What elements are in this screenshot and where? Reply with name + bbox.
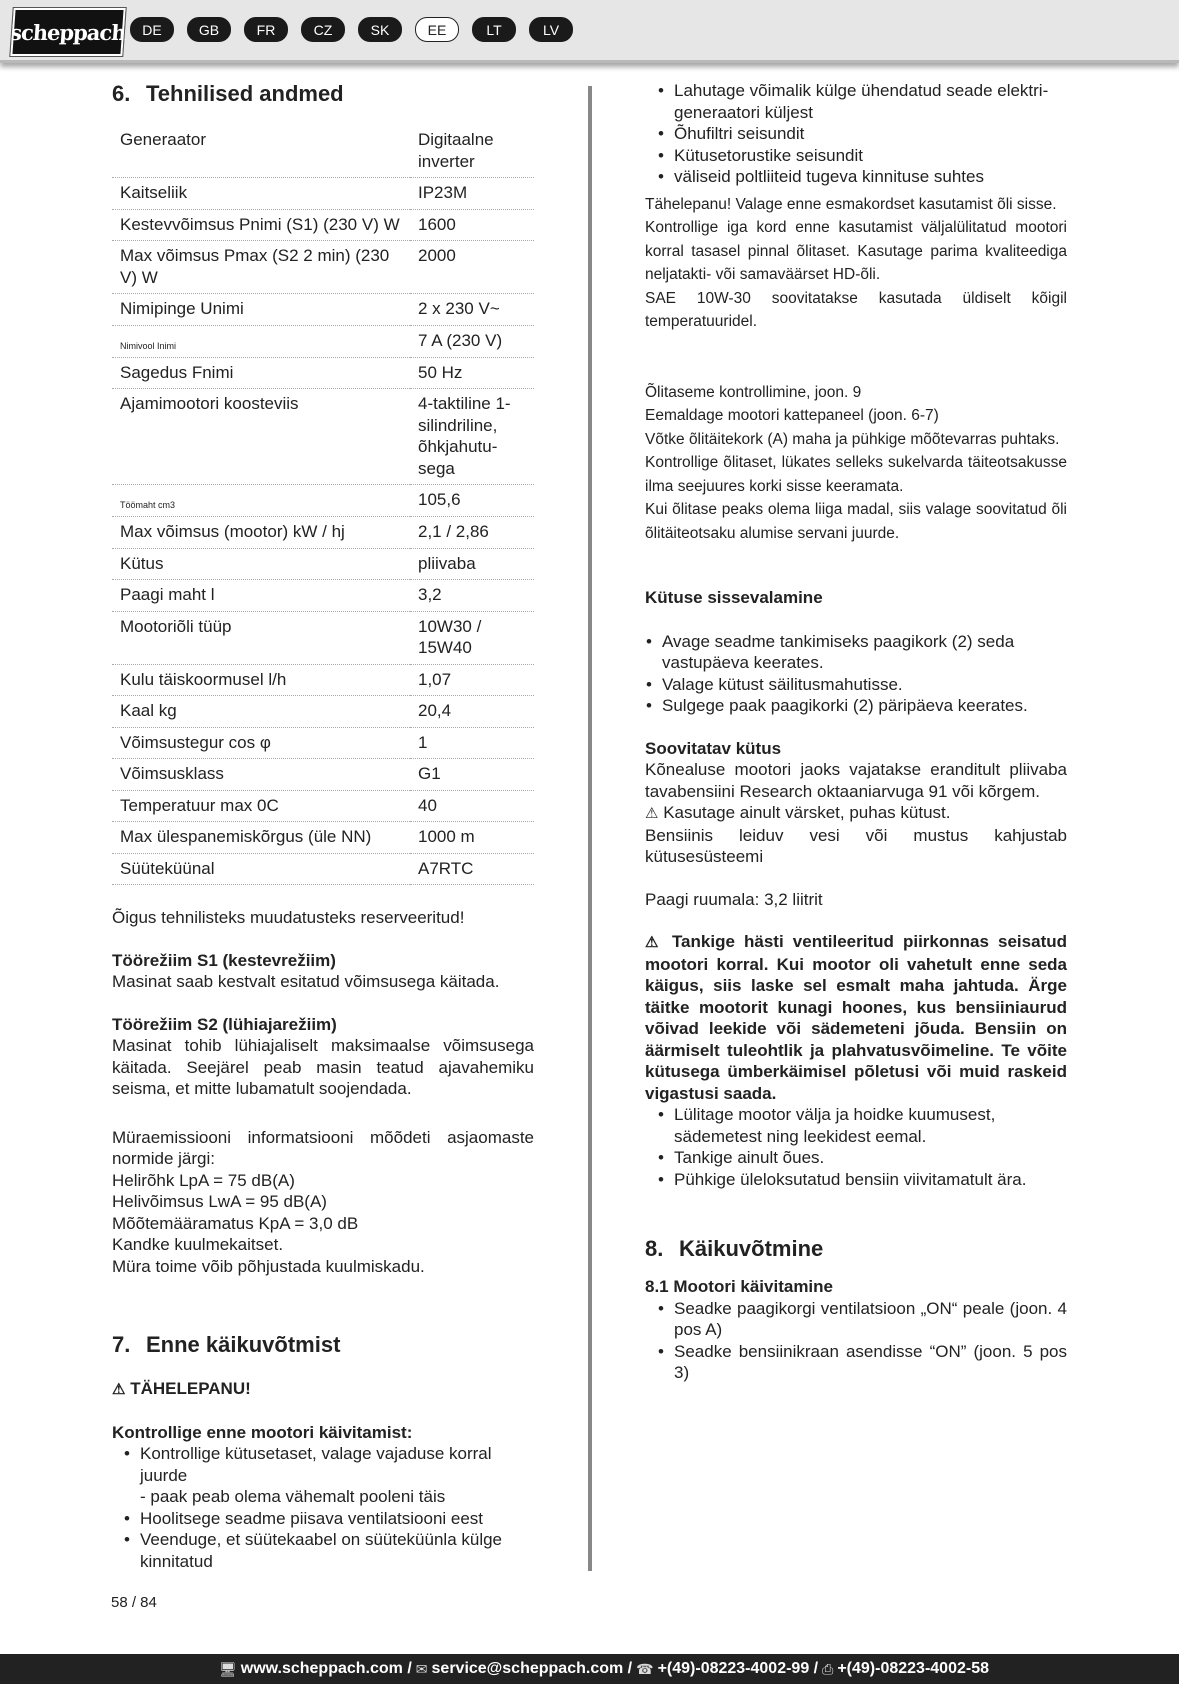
spec-value: 1 [410, 727, 534, 759]
refuel-warning-text: Tankige hästi ventileeritud piirkonnas seisatud mootori korral. Kui mootor oli vahetult enne seda käigus, siis laske sel esmalt maha jahtuda. Ärge täitke mootorit kunagi hoones, kus bensiiniaurud võivad leekide või sädemeteni jõuda. Bensiin on äärmiselt tuleohtlik ja plahvatusvõimeline. Te võite kütusega ümberkäimisel põletusi või muid raskeid vigastusi saada. [645, 932, 1067, 1103]
list-item: • Seadke bensiinikraan asendisse “ON” (joon. 5 pos 3) [674, 1341, 1067, 1384]
table-row [112, 241, 534, 294]
lang-tab-gb[interactable]: GB [187, 17, 231, 42]
refuel-warning-list [645, 1104, 1067, 1190]
list-item-text: Kontrollige kütusetaset, valage vajaduse korral juurde [140, 1444, 492, 1485]
fuel-list [645, 631, 1067, 717]
table-row [112, 517, 534, 549]
phone-number: +(49)-08223-4002-99 / [657, 1660, 819, 1677]
spec-value: 1600 [410, 209, 534, 241]
spec-key: Generaator [112, 125, 410, 178]
spec-value: G1 [410, 759, 534, 791]
spec-value: 50 Hz [410, 357, 534, 389]
spec-key: Max võimsus Pmax (S2 2 min) (230 V) W [112, 241, 410, 294]
spec-value: 105,6 [410, 485, 534, 517]
table-row [112, 611, 534, 664]
spec-key: Kaal kg [112, 696, 410, 728]
recommended-fuel-text: Kõnealuse mootori jaoks vajatakse eranditult pliivaba tavabensiini Research oktaaniarvuga 91 või kõrgem. [645, 760, 1067, 801]
list-item: • Lülitage mootor välja ja hoidke kuumusest, sädemetest ning leekidest eemal. [674, 1104, 1067, 1147]
section-number: 7. [112, 1332, 131, 1357]
fax-icon: ⎙ [822, 1660, 834, 1677]
check-list [112, 1443, 534, 1572]
water-dirt-note: Bensiinis leiduv vesi või mustus kahjustab kütusesüsteemi [645, 825, 1067, 866]
list-item: • Pühkige üleloksutatud bensiin viivitamatult ära. [674, 1169, 1067, 1191]
subsection-8-1-title: 8.1 Mootori käivitamine [645, 1277, 833, 1296]
table-row [112, 485, 534, 517]
table-row [112, 125, 534, 178]
section-title: Enne käikuvõtmist [146, 1332, 341, 1357]
noise-intro: Müraemissiooni informatsiooni mõõdeti asjaomaste normide järgi: [112, 1127, 534, 1168]
table-row [112, 548, 534, 580]
lang-tab-cz[interactable]: CZ [301, 17, 345, 42]
computer-icon: 🖥 [218, 1660, 237, 1677]
spec-value: A7RTC [410, 853, 534, 885]
spec-key: Kütus [112, 548, 410, 580]
spec-value: 20,4 [410, 696, 534, 728]
spec-value: 4-taktiline 1-silindriline, õhkjahutu-sega [410, 389, 534, 485]
spec-key: Ajamimootori koosteviis [112, 389, 410, 485]
oil-check-line: Õlitaseme kontrollimine, joon. 9 [645, 383, 862, 401]
spec-key: Kulu täiskoormusel l/h [112, 664, 410, 696]
check-list-continued [645, 80, 1067, 188]
oil-line: SAE 10W-30 soovitatakse kasutada üldiselt kõigil temperatuuridel. [645, 289, 1067, 330]
spec-key: Sagedus Fnimi [112, 357, 410, 389]
spec-value: 40 [410, 790, 534, 822]
noise-line: Müra toime võib põhjustada kuulmiskadu. [112, 1256, 425, 1276]
phone-icon: ☎ [636, 1660, 654, 1677]
table-row [112, 696, 534, 728]
table-row [112, 209, 534, 241]
table-row [112, 727, 534, 759]
list-item: • Seadke paagikorgi ventilatsioon „ON“ peale (joon. 4 pos A) [674, 1298, 1067, 1341]
list-item: • Veenduge, et süütekaabel on süüteküünla külge kinnitatud [140, 1529, 534, 1572]
lang-tab-fr[interactable]: FR [244, 17, 288, 42]
list-item-subtext: - paak peab olema vähemalt pooleni täis [140, 1487, 446, 1506]
refuel-warning [645, 931, 1067, 1104]
table-row [112, 664, 534, 696]
recommended-fuel-title: Soovitatav kütus [645, 738, 782, 758]
fresh-fuel-note [645, 802, 1067, 825]
fuel-title: Kütuse sissevalamine [645, 588, 823, 607]
language-selector [130, 17, 573, 42]
section-6-heading [112, 80, 534, 107]
spec-key: Võimsusklass [112, 759, 410, 791]
spec-value: 1000 m [410, 822, 534, 854]
oil-check-line: Kui õlitase peaks olema liiga madal, siis valage soovitatud õli õlitäiteotsaku alumise servani juurde. [645, 501, 1067, 542]
oil-notes [645, 193, 1067, 334]
noise-line: Kandke kuulmekaitset. [112, 1235, 284, 1254]
list-item: • Avage seadme tankimiseks paagikork (2) seda vastupäeva keerates. [662, 631, 1067, 674]
column-divider [588, 86, 592, 1571]
spec-key: Nimivool Inimi [112, 325, 410, 357]
start-list [645, 1298, 1067, 1384]
mode-s2-title: Töörežiim S2 (lühiajarežiim) [112, 1014, 337, 1034]
spec-key: Mootoriõli tüüp [112, 611, 410, 664]
tank-volume: Paagi ruumala: 3,2 liitrit [645, 889, 823, 909]
oil-check-line: Võtke õlitäitekork (A) maha ja pühkige mõõtevarras puhtaks. [645, 430, 1060, 448]
rights-note: Õigus tehnilisteks muudatusteks reserveeritud! [112, 908, 465, 927]
mode-s1-text: Masinat saab kestvalt esitatud võimsusega käitada. [112, 972, 500, 991]
spec-key: Süüteküünal [112, 853, 410, 885]
list-item: • Õhufiltri seisundit [674, 123, 1067, 145]
table-row [112, 822, 534, 854]
spec-value: 3,2 [410, 580, 534, 612]
fax-number: +(49)-08223-4002-58 [837, 1660, 989, 1677]
section-number: 6. [112, 81, 131, 106]
spec-value: IP23M [410, 178, 534, 210]
list-item: • Kütusetorustike seisundit [674, 145, 1067, 167]
lang-tab-sk[interactable]: SK [358, 17, 402, 42]
table-row [112, 357, 534, 389]
attention-text: TÄHELEPANU! [130, 1379, 251, 1398]
spec-key: Paagi maht l [112, 580, 410, 612]
lang-tab-lt[interactable]: LT [472, 17, 516, 42]
table-row [112, 759, 534, 791]
spec-key: Max ülespanemiskõrgus (üle NN) [112, 822, 410, 854]
table-row [112, 580, 534, 612]
technical-data-table [112, 125, 534, 885]
right-column [645, 80, 1067, 1384]
spec-key: Nimipinge Unimi [112, 294, 410, 326]
warning-icon: ⚠ [112, 1381, 126, 1398]
left-column [112, 80, 534, 1572]
scheppach-logo: scheppach [10, 8, 125, 56]
spec-value: Digitaalne inverter [410, 125, 534, 178]
footer-bar [0, 1654, 1179, 1684]
lang-tab-ee[interactable]: EE [415, 17, 459, 42]
list-item: • Lahutage võimalik külge ühendatud seade elektri-generaatori küljest [674, 80, 1067, 123]
section-title: Käikuvõtmine [679, 1236, 824, 1261]
table-row [112, 853, 534, 885]
page-number: 58 / 84 [111, 1594, 157, 1611]
spec-value: 10W30 / 15W40 [410, 611, 534, 664]
lang-tab-de[interactable]: DE [130, 17, 174, 42]
website-link[interactable]: www.scheppach.com / [240, 1660, 412, 1677]
spec-key: Max võimsus (mootor) kW / hj [112, 517, 410, 549]
spec-value: 2,1 / 2,86 [410, 517, 534, 549]
mail-icon: ✉ [415, 1660, 428, 1677]
spec-key: Temperatuur max 0C [112, 790, 410, 822]
noise-line: Helivõimsus LwA = 95 dB(A) [112, 1192, 327, 1211]
oil-line: Kontrollige iga kord enne kasutamist väljalülitatud mootori korral tasasel pinnal õlitaset. Kasutage parima kvaliteediga neljatakti- või samaväärset HD-õli. [645, 219, 1067, 283]
list-item: • Sulgege paak paagikorki (2) päripäeva keerates. [662, 695, 1067, 717]
check-title: Kontrollige enne mootori käivitamist: [112, 1422, 413, 1442]
list-item: • Valage kütust säilitusmahutisse. [662, 674, 1067, 696]
list-item: • väliseid poltliiteid tugeva kinnituse suhtes [674, 166, 1067, 188]
spec-value: 2000 [410, 241, 534, 294]
lang-tab-lv[interactable]: LV [529, 17, 573, 42]
table-row [112, 790, 534, 822]
table-row [112, 325, 534, 357]
spec-key: Kaitseliik [112, 178, 410, 210]
spec-value: 2 x 230 V~ [410, 294, 534, 326]
section-title: Tehnilised andmed [146, 81, 344, 106]
spec-value: 7 A (230 V) [410, 325, 534, 357]
header-bar [0, 0, 1179, 63]
spec-key: Kestevvõimsus Pnimi (S1) (230 V) W [112, 209, 410, 241]
list-item: • Tankige ainult õues. [674, 1147, 1067, 1169]
email-link[interactable]: service@scheppach.com / [431, 1660, 633, 1677]
spec-value: 1,07 [410, 664, 534, 696]
list-item [140, 1443, 534, 1508]
spec-key: Võimsustegur cos φ [112, 727, 410, 759]
spec-key: Töömaht cm3 [112, 485, 410, 517]
attention-label [112, 1378, 534, 1401]
noise-line: Helirõhk LpA = 75 dB(A) [112, 1170, 295, 1190]
warning-icon: ⚠ [645, 805, 659, 822]
fresh-fuel-text: Kasutage ainult värsket, puhas kütust. [663, 803, 951, 822]
section-8-heading [645, 1235, 1067, 1262]
mode-s1-title: Töörežiim S1 (kestevrežiim) [112, 950, 336, 970]
mode-s2-text: Masinat tohib lühiajaliselt maksimaalse võimsusega käitada. Seejärel peab masin teatud ajavahemiku seisma, et mitte lubamatult soojendada. [112, 1036, 534, 1098]
spec-value: pliivaba [410, 548, 534, 580]
table-row [112, 294, 534, 326]
table-row [112, 389, 534, 485]
section-number: 8. [645, 1236, 664, 1261]
oil-check-line: Kontrollige õlitaset, lükates selleks sukelvarda täiteotsakusse ilma seejuures korki sisse keeramata. [645, 454, 1067, 495]
noise-line: Mõõtemääramatus KpA = 3,0 dB [112, 1213, 359, 1233]
oil-check-notes [645, 381, 1067, 546]
table-row [112, 178, 534, 210]
oil-line: Tähelepanu! Valage enne esmakordset kasutamist õli sisse. [645, 195, 1057, 213]
section-7-heading [112, 1331, 534, 1358]
warning-icon: ⚠ [645, 934, 663, 951]
oil-check-line: Eemaldage mootori kattepaneel (joon. 6-7) [645, 407, 939, 424]
list-item: • Hoolitsege seadme piisava ventilatsiooni eest [140, 1508, 534, 1530]
